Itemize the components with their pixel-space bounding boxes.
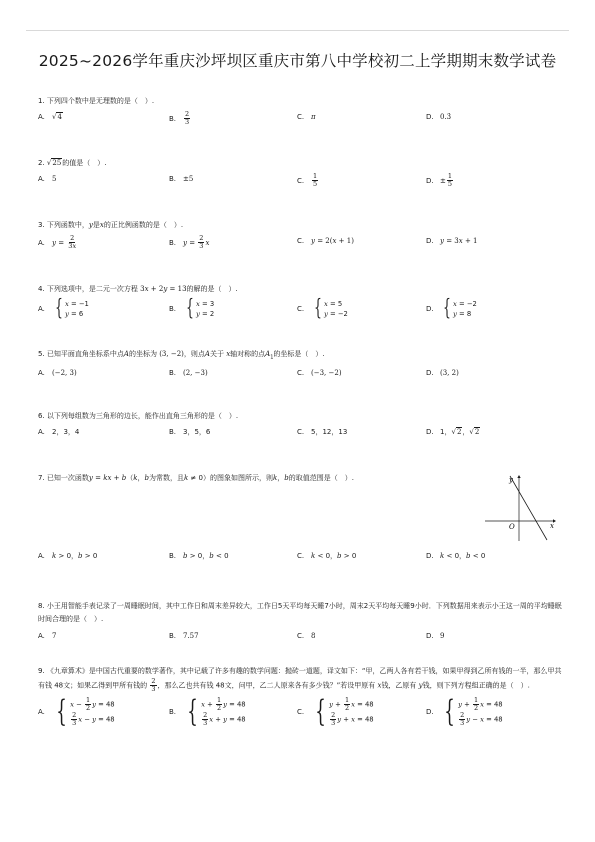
question-3 [38,219,566,261]
option-c[interactable]: C. y = 2( x + 1) [297,237,354,245]
linear-function-graph [481,473,559,543]
options [38,235,566,261]
option-a[interactable]: A. { x − $\frac{1}{2}$ y = 48 $\frac{2}{3}$ x − y = 48 [38,694,115,729]
option-c[interactable]: C. π [297,113,316,121]
y-axis-label: y [509,476,513,484]
option-b[interactable]: B. b > 0，b < 0 [169,552,229,560]
question-stem: 9. 《九章算术》是中国古代重要的数学著作，其中记载了许多有趣的数学问题：抛砖一道题，译文如下：“甲，乙两人各有若干钱，如果甲得到乙所有钱的一半，那么甲共有钱 48文；如果乙得到甲所有钱的 $\frac{2}{3}$ ，那么乙也共有钱 48文，问甲，乙二人原来各有多少钱？”若设甲原有 x钱，乙原有 y钱，则下列方程组正确的是（ ）. [38,667,562,693]
question-stem: 6. 以下列每组数为三角形的边长，能作出直角三角形的是（ ）. [38,412,239,420]
option-d[interactable]: D. { x = −2 y = 8 [426,296,477,321]
option-b[interactable]: B. { x = 3 y = 2 [169,296,215,321]
question-stem: 3. 下列函数中，y是x的正比例函数的是（ ）. [38,221,184,229]
options [38,426,566,452]
options [38,296,566,325]
options [38,550,566,576]
option-b[interactable]: B. ±5 [169,175,194,183]
option-c[interactable]: C. $\frac{1}{5}$ [297,172,318,188]
y-axis-arrow [517,475,520,478]
function-line [510,476,547,540]
options [38,630,566,656]
option-b[interactable]: B. $\frac{2}{3}$ [169,110,190,126]
option-d[interactable]: D. 9 [426,632,445,640]
question-stem: 4. 下列选项中，是二元一次方程 3x + 2y = 13的解的是（ ）. [38,285,238,293]
option-a[interactable]: A. √4 [38,113,62,121]
question-1 [38,95,566,137]
option-d[interactable]: D. { y + $\frac{1}{2}$ x = 48 $\frac{2}{3}$ y − x = 48 [426,694,503,729]
option-c[interactable]: C. { y + $\frac{1}{2}$ x = 48 $\frac{2}{3}$ y + x = 48 [297,694,374,729]
option-b[interactable]: B. (2, −3) [169,369,208,378]
options [38,173,566,199]
options [38,111,566,137]
option-b[interactable]: B. 3，5，6 [169,428,211,436]
option-a[interactable]: A. 2，3，4 [38,428,80,436]
option-b[interactable]: B. y = $\frac{2}{3}$ x [169,234,210,250]
option-d[interactable]: D. 0.3̇ [426,113,452,121]
question-5 [38,348,566,393]
option-c[interactable]: C. 5，12，13 [297,428,348,436]
question-stem: 2. √25的值是（ ）. [38,159,107,167]
option-a[interactable]: A. k > 0，b > 0 [38,552,98,560]
option-a[interactable]: A. (−2, 3) [38,369,77,378]
origin-label: O [509,523,515,531]
option-c[interactable]: C. { x = 5 y = −2 [297,296,348,321]
page-title: 2025~2026学年重庆沙坪坝区重庆市第八中学校初二上学期期末数学试卷 [38,52,557,70]
option-d[interactable]: D. (3, 2) [426,369,459,378]
option-a[interactable]: A. y = $\frac{2}{3x}$ [38,234,77,250]
question-6 [38,410,566,452]
option-d[interactable]: D. ± $\frac{1}{5}$ [426,172,453,188]
option-b[interactable]: B. { x + $\frac{1}{2}$ y = 48 $\frac{2}{3}$ x + y = 48 [169,694,246,729]
question-stem: 5. 已知平面直角坐标系中点A的坐标为 (3, −2)，则点A关于 x轴对称的点$A_1$的坐标是（ ）. [38,350,325,361]
option-a[interactable]: A. 5 [38,175,57,183]
question-4 [38,283,566,325]
option-a[interactable]: A. 7 [38,632,57,640]
option-c[interactable]: C. k < 0，b > 0 [297,552,357,560]
option-c[interactable]: C. (−3, −2) [297,369,342,378]
options [38,694,566,731]
question-8 [38,600,566,656]
question-stem: 1. 下列四个数中是无理数的是（ ）. [38,97,155,105]
question-9 [38,665,566,731]
question-stem: 7. 已知一次函数y = kx + b（k，b为常数，且k ≠ 0）的图象如图所示，则k，b的取值范围是（ ）. [38,474,354,482]
option-d[interactable]: D. y = 3 x + 1 [426,237,478,245]
x-axis-label: x [550,522,554,530]
options [38,367,566,393]
option-a[interactable]: A. { x = −1 y = 6 [38,296,89,321]
option-d[interactable]: D. 1，√2，√2 [426,428,480,436]
option-d[interactable]: D. k < 0，b < 0 [426,552,486,560]
question-stem: 8. 小王用智能手表记录了一周睡眠时间，其中工作日和周末差异较大，工作日5天平均每天睡7小时，周末2天平均每天睡9小时．下列数据用来表示小王这一周的平均睡眠时间合理的是（ ）. [38,602,562,623]
option-c[interactable]: C. 8 [297,632,316,640]
top-rule [26,30,569,31]
question-2 [38,157,566,199]
option-b[interactable]: B. 7.57 [169,632,199,640]
